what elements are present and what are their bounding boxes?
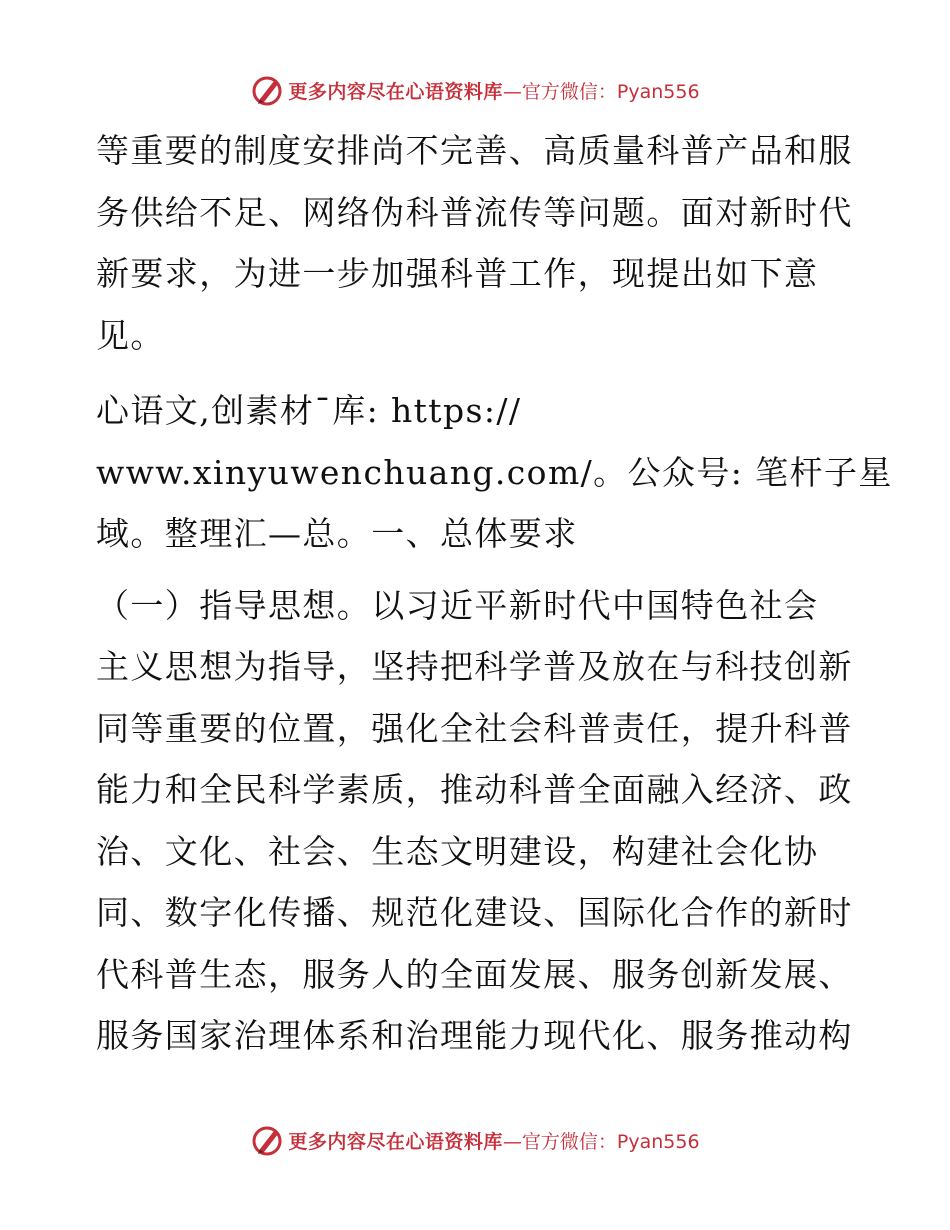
text-line: 等重要的制度安排尚不完善、高质量科普产品和服 [96,131,853,170]
text-line: 治、文化、社会、生态文明建设，构建社会化协 [96,831,819,871]
text-line: （一）指导思想。以习近平新时代中国特色社会 [96,585,819,625]
banner-title: 更多内容尽在心语资料库 [288,1130,503,1153]
text-line: 域。整理汇—总。一、总体要求 [96,514,578,553]
text-line: 新要求，为进一步加强科普工作，现提出如下意 [96,254,819,293]
text-line: www.xinyuwenchuang.com/。公众号: 笔杆子星 [96,452,893,492]
text-line: 主义思想为指导，坚持把科学普及放在与科技创新 [96,647,853,686]
text-line: 同、数字化传播、规范化建设、国际化合作的新时 [96,893,853,932]
document-body [96,120,893,1067]
paragraph-1 [96,120,856,366]
banner-wechat: —官方微信：Pyan556 [502,1130,700,1153]
text-line: 心语文,创素材¯库: https:// [96,391,522,430]
text-line: 同等重要的位置，强化全社会科普责任，提升科普 [96,708,853,748]
footer-banner [0,1120,950,1160]
text-line: 服务国家治理体系和治理能力现代化、服务推动构 [96,1016,853,1055]
paragraph-2 [96,380,893,565]
banner-wechat: —官方微信：Pyan556 [502,80,700,103]
text-line: 代科普生态，服务人的全面发展、服务创新发展、 [96,954,853,994]
text-line: 能力和全民科学素质，推动科普全面融入经济、政 [96,770,853,809]
paragraph-3 [96,575,856,1067]
text-line: 见。 [96,315,165,355]
header-banner [0,70,950,110]
logo-pen-icon [250,1123,284,1157]
logo-pen-icon [250,73,284,107]
banner-title: 更多内容尽在心语资料库 [288,80,503,103]
text-line: 务供给不足、网络伪科普流传等问题。面对新时代 [96,192,853,232]
